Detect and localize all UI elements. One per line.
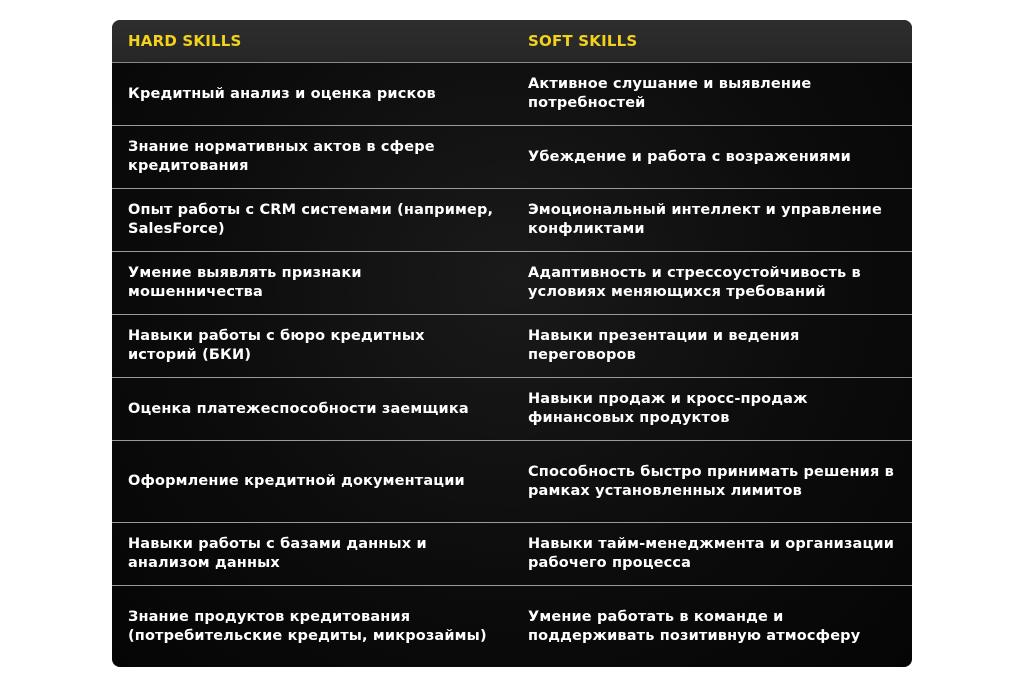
hard-skill-cell [112,63,512,125]
table-row [112,63,912,126]
hard-skill-cell [112,315,512,377]
hard-skill-cell [112,252,512,314]
soft-skill-cell [512,315,912,377]
hard-skill-cell [112,378,512,440]
soft-skill-text: Адаптивность и стрессоустойчивость в условиях меняющихся требований [528,265,861,300]
table-body [112,63,912,667]
table-header [112,20,912,63]
skills-table [112,20,912,667]
soft-skill-cell [512,189,912,251]
soft-skill-cell [512,378,912,440]
table-row [112,189,912,252]
hard-skill-cell [112,126,512,188]
soft-skill-text: Эмоциональный интеллект и управление конфликтами [528,202,882,237]
table-row [112,586,912,667]
hard-skill-text: Навыки работы с базами данных и анализом данных [128,536,427,571]
table-row [112,126,912,189]
hard-skill-text: Знание продуктов кредитования (потребительские кредиты, микрозаймы) [128,609,487,644]
soft-skill-text: Умение работать в команде и поддерживать позитивную атмосферу [528,609,861,644]
hard-skill-text: Оформление кредитной документации [128,473,465,489]
table-row [112,441,912,523]
soft-skill-text: Навыки продаж и кросс-продаж финансовых продуктов [528,391,808,426]
table-row [112,378,912,441]
soft-skill-text: Способность быстро принимать решения в рамках установленных лимитов [528,463,894,499]
hard-skill-text: Знание нормативных актов в сфере кредитования [128,139,435,174]
table-row [112,315,912,378]
hard-skill-text: Оценка платежеспособности заемщика [128,400,469,417]
soft-skill-text: Навыки тайм-менеджмента и организации рабочего процесса [528,536,895,571]
soft-skill-text: Убеждение и работа с возражениями [528,148,851,165]
hard-skills-header: HARD SKILLS [128,32,242,50]
soft-skill-cell [512,63,912,125]
hard-skill-text: Кредитный анализ и оценка рисков [128,85,436,102]
soft-skill-cell [512,586,912,667]
table-row [112,523,912,586]
soft-skills-header: SOFT SKILLS [528,32,638,50]
soft-skill-text: Активное слушание и выявление потребностей [528,76,812,111]
soft-skill-cell [512,252,912,314]
hard-skill-text: Навыки работы с бюро кредитных историй (БКИ) [128,328,425,363]
hard-skill-text: Опыт работы с CRM системами (например, SalesForce) [128,202,494,237]
hard-skill-cell [112,523,512,585]
hard-skill-cell [112,586,512,667]
soft-skill-text: Навыки презентации и ведения переговоров [528,328,800,363]
soft-skill-cell [512,523,912,585]
soft-skill-cell [512,126,912,188]
hard-skill-cell [112,441,512,522]
table-row [112,252,912,315]
soft-skill-cell [512,441,912,522]
hard-skill-cell [112,189,512,251]
hard-skill-text: Умение выявлять признаки мошенничества [128,265,362,300]
